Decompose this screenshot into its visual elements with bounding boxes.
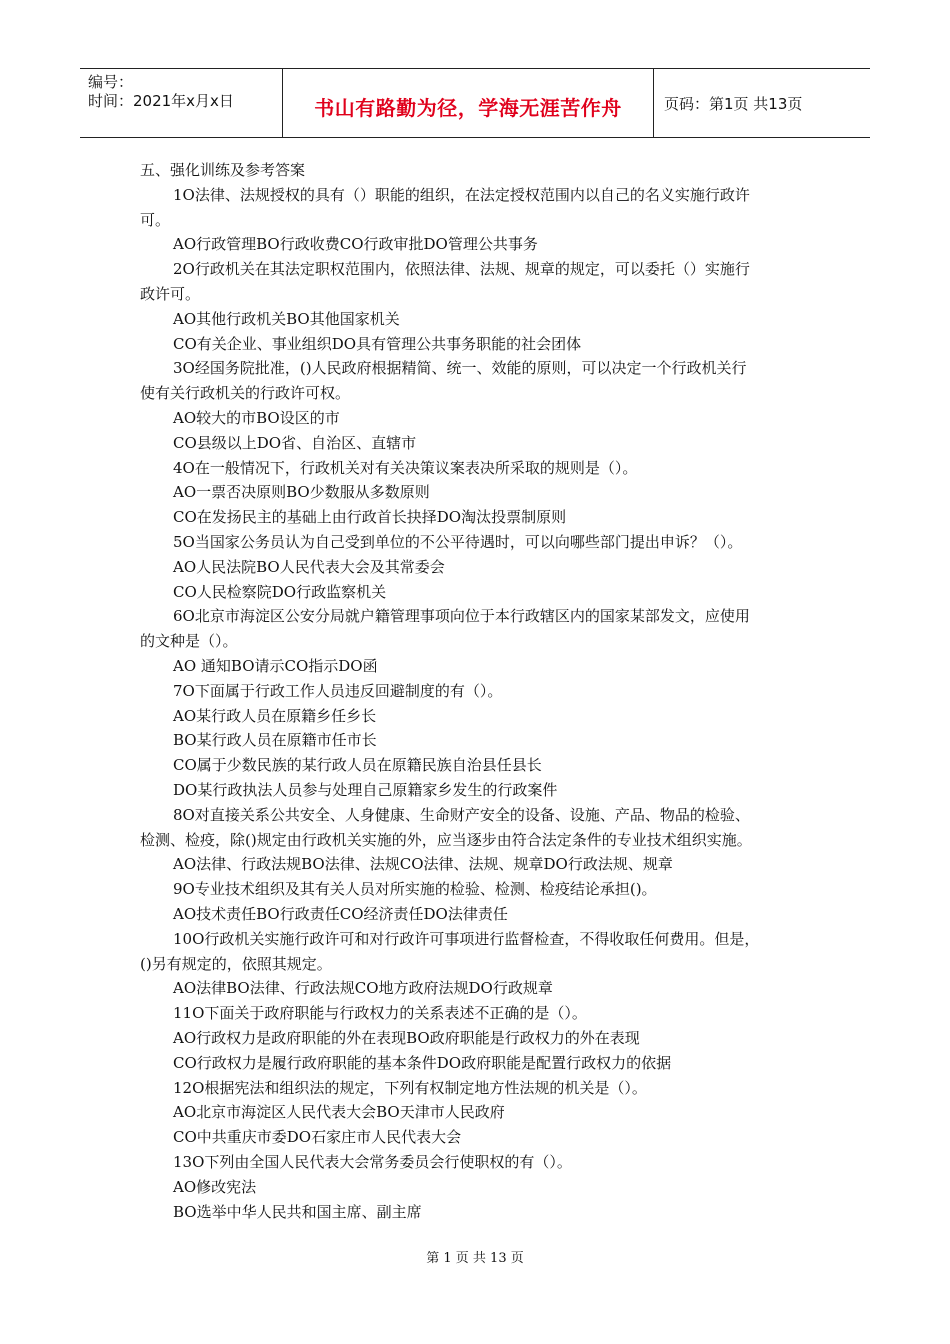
- text-line: 政许可。: [140, 285, 201, 303]
- text-line: 11O下面关于政府职能与行政权力的关系表述不正确的是（）。: [173, 1004, 587, 1023]
- text-line: 检测、检疫，除()规定由行政机关实施的外，应当逐步由符合法定条件的专业技术组织实施。: [140, 830, 752, 849]
- text-line: CO在发扬民主的基础上由行政首长抉择DO淘汰投票制原则: [173, 508, 567, 527]
- section-heading: 五、强化训练及参考答案: [140, 161, 306, 179]
- header-page-cell: [654, 69, 870, 137]
- text-line: 9O专业技术组织及其有关人员对所实施的检验、检测、检疫结论承担()。: [173, 880, 657, 899]
- text-line: 的文种是（）。: [140, 632, 238, 651]
- text-line: 13O下列由全国人民代表大会常务委员会行使职权的有（）。: [173, 1153, 572, 1171]
- text-line: 3O经国务院批准，()人民政府根据精简、统一、效能的原则，可以决定一个行政机关行: [173, 359, 747, 378]
- document-date-label: 时间：2021年x月x日: [88, 92, 234, 110]
- text-line: AO技术责任BO行政责任CO经济责任DO法律责任: [173, 905, 508, 923]
- header-info-cell: [80, 69, 283, 137]
- text-line: AO法律、行政法规BO法律、法规CO法律、法规、规章DO行政法规、规章: [173, 855, 673, 874]
- text-line: 2O行政机关在其法定职权范围内，依照法律、法规、规章的规定，可以委托（）实施行: [173, 260, 750, 279]
- text-line: CO县级以上DO省、自治区、直辖市: [173, 433, 417, 452]
- header-motto-cell: [283, 69, 654, 137]
- text-line: AO人民法院BO人民代表大会及其常委会: [173, 557, 445, 576]
- page-footer: 第 1 页 共 13 页: [426, 1251, 524, 1266]
- text-line: AO较大的市BO设区的市: [173, 409, 340, 427]
- text-line: AO行政权力是政府职能的外在表现BO政府职能是行政权力的外在表现: [173, 1029, 640, 1047]
- text-line: 7O下面属于行政工作人员违反回避制度的有（）。: [173, 681, 503, 700]
- text-line: 6O北京市海淀区公安分局就户籍管理事项向位于本行政辖区内的国家某部发文，应使用: [173, 607, 750, 626]
- text-line: AO法律BO法律、行政法规CO地方政府法规DO行政规章: [173, 979, 553, 998]
- text-line: DO某行政执法人员参与处理自己原籍家乡发生的行政案件: [173, 781, 558, 799]
- text-line: BO选举中华人民共和国主席、副主席: [173, 1202, 422, 1221]
- text-line: AO修改宪法: [173, 1177, 257, 1196]
- text-line: BO某行政人员在原籍市任市长: [173, 731, 377, 750]
- text-line: 12O根据宪法和组织法的规定，下列有权制定地方性法规的机关是（）。: [173, 1078, 647, 1097]
- text-line: 使有关行政机关的行政许可权。: [140, 384, 351, 403]
- text-line: ()另有规定的，依照其规定。: [140, 954, 332, 973]
- text-line: AO某行政人员在原籍乡任乡长: [173, 706, 377, 725]
- text-line: CO有关企业、事业组织DO具有管理公共事务职能的社会团体: [173, 334, 582, 353]
- text-line: 10O行政机关实施行政许可和对行政许可事项进行监督检查，不得收取任何费用。但是，: [173, 929, 760, 948]
- document-code-label: 编号：: [88, 73, 134, 91]
- header-page-info: 页码：第1页 共13页: [664, 95, 803, 113]
- text-line: 可。: [140, 210, 171, 229]
- text-line: 4O在一般情况下，行政机关对有关决策议案表决所采取的规则是（）。: [173, 458, 638, 477]
- page-header: [80, 68, 870, 138]
- text-line: 5O当国家公务员认为自己受到单位的不公平待遇时，可以向哪些部门提出申诉？（）。: [173, 533, 743, 551]
- header-motto: 书山有路勤为径，学海无涯苦作舟: [314, 96, 622, 120]
- text-line: 1O法律、法规授权的具有（）职能的组织，在法定授权范围内以自己的名义实施行政许: [173, 185, 750, 204]
- text-line: AO 通知BO请示CO指示DO函: [173, 657, 378, 675]
- text-line: AO其他行政机关BO其他国家机关: [173, 309, 400, 328]
- text-line: CO中共重庆市委DO石家庄市人民代表大会: [173, 1128, 462, 1147]
- text-line: CO行政权力是履行政府职能的基本条件DO政府职能是配置行政权力的依据: [173, 1053, 672, 1072]
- text-line: AO一票否决原则BO少数服从多数原则: [173, 483, 430, 502]
- text-line: CO人民检察院DO行政监察机关: [173, 582, 387, 601]
- text-line: 8O对直接关系公共安全、人身健康、生命财产安全的设备、设施、产品、物品的检验、: [173, 805, 750, 824]
- text-line: AO北京市海淀区人民代表大会BO天津市人民政府: [173, 1103, 505, 1122]
- text-line: AO行政管理BO行政收费CO行政审批DO管理公共事务: [173, 235, 538, 254]
- text-line: CO属于少数民族的某行政人员在原籍民族自治县任县长: [173, 756, 542, 775]
